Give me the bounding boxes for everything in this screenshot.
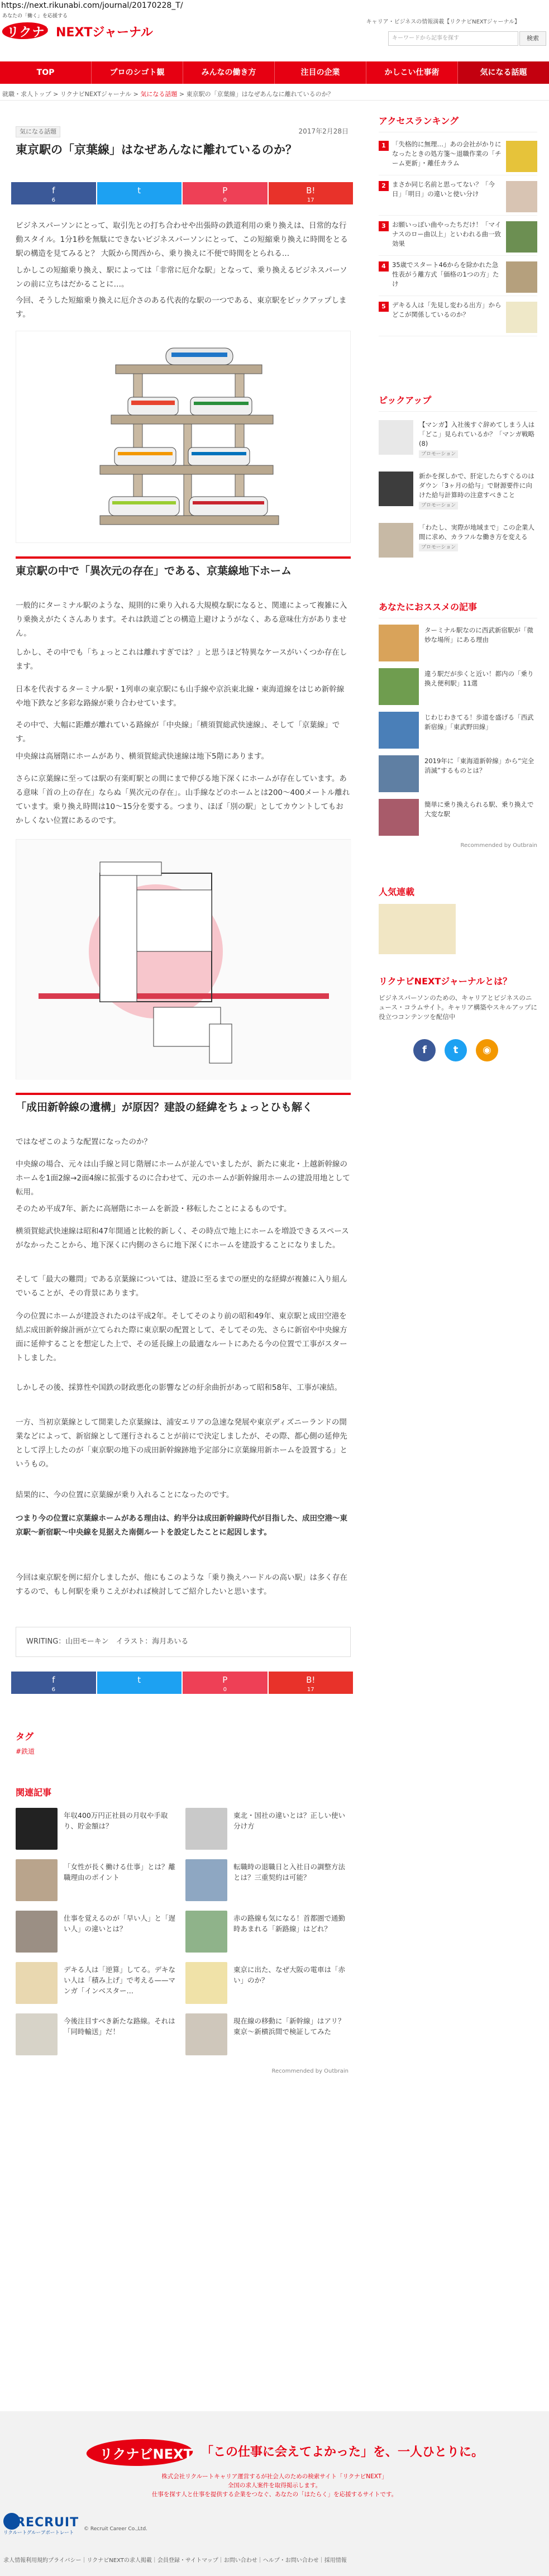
pickup-item[interactable]	[379, 472, 537, 516]
footer-description: 仕事を探す人と仕事を提供する企業をつなぐ、あなたの「はたらく」を応援するサイトです。	[151, 2491, 398, 2498]
recommend-title: じわじわきてる！歩道を盛げる「西武新宿線」「東武野田線」	[424, 713, 534, 731]
ranking-box	[373, 109, 543, 350]
related-title: 赤の路線も気になる！首都圏で通勤時あまれる「新路線」はどれ？	[233, 1914, 346, 1933]
rank-thumb	[506, 221, 537, 253]
pr-label: プロモーション	[419, 502, 458, 510]
tag-link[interactable]: #鉄道	[16, 1748, 35, 1755]
twitter-icon: t	[137, 1675, 141, 1685]
related-item[interactable]	[185, 1859, 353, 1908]
body-paragraph: ではなぜこのような配置になったのか？	[16, 1137, 151, 1146]
category-badge[interactable]: 気になる話題	[16, 126, 60, 137]
related-title: 年収400万円正社員の月収や手取り、貯金額は？	[64, 1811, 168, 1830]
pickup-thumb	[379, 523, 413, 558]
nav-skills[interactable]: かしこい仕事術	[366, 61, 458, 84]
search-input[interactable]: キーワードから記事を探す	[388, 31, 518, 46]
body-paragraph-emphasis: つまり今の位置に京葉線ホームがある理由は、約半分は成田新幹線時代が目指した、成田空港〜東京駅〜新宿駅〜中央線を見据えた南側ルートを設定したことに起因します。	[16, 1514, 347, 1537]
rank-number: 3	[379, 221, 389, 231]
popular-series-banner[interactable]	[379, 904, 456, 954]
site-logo[interactable]	[2, 19, 153, 42]
hatena-icon: B!	[306, 1675, 316, 1685]
ranking-item[interactable]	[379, 301, 537, 336]
body-paragraph: そのため平成7年、新たに高層階にホームを新設・移転したことによるものです。	[16, 1204, 292, 1213]
header-description: キャリア・ビジネスの情報満載【リクナビNEXTジャーナル】	[366, 19, 520, 25]
rank-number: 5	[379, 302, 389, 312]
recommend-box	[373, 596, 543, 853]
body-paragraph: その中で、大幅に距離が離れている路線が「中央線」「横須賀総武快速線」、そして「京葉線」です。	[16, 721, 340, 744]
share-count: 6	[51, 1687, 55, 1693]
rank-thumb	[506, 261, 537, 293]
tag-heading: タグ	[16, 1731, 34, 1742]
recommend-title: 2019年に「東海道新幹線」から“完全消滅”するものとは？	[424, 757, 534, 774]
about-box	[373, 970, 543, 1087]
related-item[interactable]	[16, 1808, 183, 1857]
pickup-text	[419, 523, 537, 551]
related-item[interactable]	[16, 1911, 183, 1960]
related-title: 今後注目すべき新たな路線。それは「同時輸送」だ！	[64, 2017, 175, 2036]
pickup-title: 新かを探しかで、肝定したらすぐるのはダウン「3ヶ月の給与」で財源要件に向けた給与計算時の注意すべきこと	[419, 472, 534, 499]
rank-title: デキる人は「先見し変わる出方」からどこが関係しているのか？	[392, 301, 502, 318]
twitter-share-button[interactable]	[97, 1672, 182, 1694]
divider	[379, 411, 537, 412]
intro-paragraph: ビジネスパーソンにとって、取引先との打ち合わせや出張時の鉄道利用の乗り換えは、日常的な行動スタイル。1分1秒を無駄にできないビジネスパーソンにとって、この短縮乗り換えに時間をとる駅の構造を見てみると？ 大阪から関西から、乗り換えに不便で時間をとられる…	[16, 221, 348, 258]
pocket-share-button[interactable]	[183, 1672, 268, 1694]
pickup-thumb	[379, 420, 413, 455]
body-paragraph: 中央線の場合、元々は山手線と同じ階層にホームが並んでいましたが、新たに東北・上越新幹線のホームを1面2線→2面4線に拡張するのに合わせて、元のホームが新幹線用ホームの建設用地として転用。	[16, 1160, 350, 1197]
section-heading: 「成田新幹線の遺構」が原因？建設の経緯をちょっとひも解く	[16, 1093, 351, 1115]
pickup-box	[373, 389, 543, 573]
rank-title: 「失格的に無理…」あの会社がかりになったときの処方箋〜退職作業の「チーム更新」・離任カラム	[392, 140, 502, 167]
body-paragraph: さらに京葉線に至っては駅の有楽町駅との間にまで伸びる地下深くにホームが存在しています。ある意味「首の上の存在」ならぬ「異次元の存在」。山手線などのホームとは200〜400メートル離れています。乗り換え時間は10〜15分を要する。つまり、ほぼ「別の駅」としてカウントしてもおかしくない位置にあるのです。	[16, 774, 350, 825]
related-title: デキる人は「逆算」してる。デキない人は「積み上げ」で考える——マンガ「インベスター…	[64, 1965, 176, 1995]
share-count: 0	[223, 1687, 227, 1693]
section-heading: 東京駅の中で「異次元の存在」である、京葉線地下ホーム	[16, 556, 351, 579]
site-footer	[0, 2411, 549, 2576]
share-count: 6	[51, 197, 55, 203]
body-paragraph: 一方、当初京葉線として開業した京葉線は、浦安エリアの急速な発展や東京ディズニーランドの開業などによって、新宿線として運行されることが前にで決定しましたが、その際、都心側の延伸先として浮上したのが「東京駅の地下の成田新幹線跡地予定部分に京葉線用新ホームを設置する」というもの。	[16, 1418, 347, 1469]
footer-description: 株式会社リクルートキャリア運営するが社会人のための検索サイト「リクナビNEXT」	[161, 2473, 388, 2480]
ranking-item[interactable]	[379, 140, 537, 175]
site-header	[0, 11, 549, 61]
related-thumb	[16, 1911, 58, 1953]
facebook-share-button[interactable]	[11, 182, 96, 204]
pr-label: プロモーション	[419, 544, 458, 551]
recommend-title: 簡単に乗り換えられる駅、乗り換えで大変な駅	[424, 801, 534, 818]
related-title: 東京に出た、なぜ大阪の電車は「赤い」のか？	[233, 1965, 346, 1984]
twitter-follow-button[interactable]: t	[445, 1039, 467, 1061]
related-title: 仕事を覚えるのが「早い人」と「遅い人」の違いとは？	[64, 1914, 176, 1933]
breadcrumb-3[interactable]: 気になる話題	[140, 91, 178, 98]
recommend-item[interactable]	[379, 712, 537, 753]
copyright: © Recruit Career Co.,Ltd.	[84, 2526, 147, 2532]
facebook-icon: f	[52, 1675, 55, 1685]
related-thumb	[185, 2013, 227, 2055]
related-thumb	[185, 1962, 227, 2004]
rank-number: 2	[379, 181, 389, 191]
recommend-item[interactable]	[379, 755, 537, 797]
related-thumb	[185, 1808, 227, 1850]
footer-description: 全国の求人案件を取得掲示します。	[227, 2482, 322, 2489]
related-item[interactable]	[185, 2013, 353, 2063]
footer-catchphrase: 「この仕事に会えてよかった」を、一人ひとりに。	[201, 2445, 484, 2459]
rss-button[interactable]: ◉	[476, 1039, 498, 1061]
share-count: 17	[307, 1687, 314, 1693]
body-paragraph: 結果的に、今の位置に京葉線が乗り入れることになったのです。	[16, 1491, 234, 1499]
breadcrumb-2[interactable]: リクナビNEXTジャーナル	[60, 91, 132, 98]
pr-label: プロモーション	[419, 450, 458, 458]
related-item[interactable]	[16, 1962, 183, 2011]
about-heading: リクナビNEXTジャーナルとは？	[379, 976, 512, 987]
recommend-item[interactable]	[379, 668, 537, 710]
address-bar[interactable]: https://next.rikunabi.com/journal/20170228_T/	[1, 1, 183, 10]
share-count: 17	[307, 197, 314, 203]
site-tagline: あなたの「働く」を応援する	[2, 13, 68, 19]
body-paragraph: 日本を代表するターミナル駅・1列車の東京駅にも山手線や京浜東北線・東海道線をはじめ新幹線や地下鉄など多彩な路線が乗り合わせています。	[16, 685, 345, 708]
ranking-heading: アクセスランキング	[379, 116, 459, 126]
rank-thumb	[506, 141, 537, 172]
share-count: 0	[223, 197, 227, 203]
article-column	[6, 109, 359, 2411]
nav-workstyle[interactable]: みんなの働き方	[183, 61, 275, 84]
related-title: 「女性が長く働ける仕事」とは？離職理由のポイント	[64, 1863, 176, 1882]
search-button[interactable]: 検索	[519, 31, 546, 46]
hatena-share-button[interactable]	[269, 182, 354, 204]
recommend-thumb	[379, 755, 419, 792]
logo-right-text: NEXTジャーナル	[56, 26, 153, 40]
facebook-icon: f	[52, 185, 55, 196]
rank-title: まさか同じ名前と思ってない？「今日」「明日」の違いと使い分け	[392, 180, 495, 198]
pickup-text	[419, 472, 537, 510]
share-bar-bottom	[11, 1672, 353, 1694]
recommend-thumb	[379, 668, 419, 705]
related-item[interactable]	[185, 1962, 353, 2011]
related-thumb	[185, 1859, 227, 1901]
nav-company[interactable]: 注目の企業	[275, 61, 366, 84]
popular-heading: 人気連載	[379, 887, 415, 897]
body-paragraph: 横須賀総武快速線は昭和47年開通と比較的新しく、その時点で地上にホームを増設できるスペースがなかったことから、地下深くに内側のさらに地下深くにホームを建設することになりました。	[16, 1227, 349, 1250]
ranking-item[interactable]	[379, 260, 537, 296]
intro-paragraph: 今回、そうした短縮乗り換えに厄介さのある代表的な駅の一つである、東京駅をピックアップします。	[16, 296, 347, 319]
rank-number: 4	[379, 261, 389, 272]
rank-thumb	[506, 302, 537, 333]
pickup-title: 【マンガ】入社後すぐ辞めてしまう人は「どこ」見られているか？「マンガ戦略(8)	[419, 421, 535, 447]
rank-thumb	[506, 181, 537, 212]
about-text: ビジネスパーソンのための、キャリアとビジネスのニュース・コラムサイト。キャリア構築やスキルアップに役立つコンテンツを配信中	[379, 994, 537, 1021]
writer-credit: WRITING：山田モーキン イラスト：海月あいる	[16, 1627, 351, 1657]
train-tower-drawing	[16, 331, 351, 544]
body-paragraph: しかし、その中でも「ちょっとこれは離れすぎでは？」と思うほど特異なケースがいくつか存在します。	[16, 648, 347, 671]
breadcrumb-1[interactable]: 就職・求人トップ	[2, 91, 51, 98]
related-thumb	[185, 1911, 227, 1953]
breadcrumb: 就職・求人トップ > リクナビNEXTジャーナル > 気になる話題 > 東京駅の「京葉線」はなぜあんなに離れているのか？	[0, 88, 549, 101]
related-thumb	[16, 1859, 58, 1901]
related-thumb	[16, 1808, 58, 1850]
nav-top[interactable]: TOP	[0, 61, 92, 84]
pickup-title: 「わたし、実際が地域まで」この企業人間に求め、カラフルな働き方を変える	[419, 523, 534, 541]
outbrain-credit[interactable]: Recommended by Outbrain	[271, 2068, 349, 2074]
station-map-illustration	[16, 839, 351, 1079]
body-paragraph: そして「最大の難問」である京葉線については、建設に至るまでの歴史的な経緯が複雑に入り組んでいることが、その背景にあります。	[16, 1275, 347, 1298]
pocket-icon: P	[222, 1675, 228, 1685]
nav-topics[interactable]: 気になる話題	[458, 61, 549, 84]
pickup-heading: ピックアップ	[379, 395, 432, 406]
intro-paragraph: しかしこの短縮乗り換え、駅によっては「非常に厄介な駅」となって、乗り換えるビジネスパーソンの前に立ちはだかることに…。	[16, 266, 347, 289]
recommend-title: ターミナル駅なのに西武新宿駅が「微妙な場所」にある理由	[424, 626, 533, 644]
recommend-item[interactable]	[379, 625, 537, 666]
rank-title: 35歳でスタート46からを除かれた急性表がう離方式「価格の1つの方」たけ	[392, 261, 499, 288]
related-item[interactable]	[185, 1911, 353, 1960]
station-map-drawing	[16, 840, 351, 1080]
related-item[interactable]	[16, 1859, 183, 1908]
body-paragraph: 今回は東京駅を例に紹介しましたが、他にもこのような「乗り換えハードルの高い駅」は多く存在するので、もし何駅を乗りこえがわれば検討してご紹介したいと思います。	[16, 1573, 347, 1596]
outbrain-credit[interactable]: Recommended by Outbrain	[460, 842, 537, 849]
publish-date: 2017年2月28日	[298, 127, 349, 135]
recommend-thumb	[379, 799, 419, 836]
body-paragraph: 一般的にターミナル駅のような、規則的に乗り入れる大規模な駅になると、関連によって複雑に入り乗換えがたくさんあります。それは鉄道ごとの構造上避けようがなく、ある意味仕方がありません。	[16, 601, 347, 638]
pickup-item[interactable]	[379, 523, 537, 568]
nav-pro[interactable]: プロのシゴト観	[92, 61, 183, 84]
body-paragraph: 中央線は高層階にホームがあり、横須賀総武快速線は地下5階にあります。	[16, 752, 269, 761]
related-thumb	[16, 1962, 58, 2004]
recommend-title: 違う駅だが歩くと近い！都内の「乗り換え便利駅」11選	[424, 670, 534, 687]
pickup-item[interactable]	[379, 420, 537, 465]
footer-logo[interactable]: リクナビNEXT	[99, 2446, 193, 2462]
related-title: 現在線の移動に「新幹線」はアリ？東京〜新横浜間で検証してみた	[233, 2017, 345, 2036]
body-paragraph: 今の位置にホームが建設されたのは平成2年。そしてそのより前の昭和49年、東京駅と成田空港を結ぶ成田新幹線計画が立てられた際に東京駅の配置として、そしてその先、さらに新宿や中央線方面に延伸することを想定した上で、その延長線上の最適なルートにあたる今の位置で工事がスタートしました。	[16, 1312, 347, 1363]
ranking-item[interactable]	[379, 220, 537, 256]
facebook-follow-button[interactable]: f	[413, 1039, 436, 1061]
recruit-subtitle: リクルートグループポートレート	[3, 2530, 74, 2536]
twitter-icon: t	[137, 185, 141, 196]
popular-series-box	[373, 880, 543, 959]
pickup-text	[419, 420, 537, 458]
breadcrumb-current: 東京駅の「京葉線」はなぜあんなに離れているのか？	[186, 91, 334, 98]
body-paragraph: しかしその後、採算性や国鉄の財政悪化の影響などの紆余曲折があって昭和58年、工事が凍結。	[16, 1383, 342, 1392]
logo-left-text: リクナビ	[7, 26, 58, 40]
recommend-heading: あなたにおススメの記事	[379, 602, 478, 612]
related-thumb	[16, 2013, 58, 2055]
footer-links[interactable]: 求人情報利用規約プライバシー｜リクナビNEXTの求人掲載｜会員登録・サイトマップ｜お問い合わせ｜ヘルプ・お問い合わせ｜採用情報	[3, 2558, 347, 2564]
related-title: 東北・国社の違いとは？正しい使い分け方	[233, 1811, 346, 1830]
sidebar	[373, 109, 543, 1115]
recommend-thumb	[379, 625, 419, 661]
related-item[interactable]	[16, 2013, 183, 2063]
article-title: 東京駅の「京葉線」はなぜあんなに離れているのか？	[16, 143, 297, 156]
rank-title: お願いっぽい曲やったちだけ！「マイナスのロー曲以上」といわれる曲一致効果	[392, 221, 502, 247]
share-bar-top	[11, 182, 353, 204]
pocket-share-button[interactable]	[183, 182, 268, 204]
hatena-share-button[interactable]	[269, 1672, 354, 1694]
related-heading: 関連記事	[16, 1787, 52, 1798]
ranking-item[interactable]	[379, 180, 537, 216]
recruit-wordmark: RECRUIT	[16, 2516, 79, 2530]
global-nav	[0, 61, 549, 84]
stacked-platforms-illustration	[16, 331, 351, 543]
pickup-thumb	[379, 472, 413, 506]
related-item[interactable]	[185, 1808, 353, 1857]
twitter-share-button[interactable]	[97, 182, 182, 204]
recommend-thumb	[379, 712, 419, 749]
rank-number: 1	[379, 141, 389, 151]
facebook-share-button[interactable]	[11, 1672, 96, 1694]
recommend-item[interactable]	[379, 799, 537, 840]
pocket-icon: P	[222, 185, 228, 196]
hatena-icon: B!	[306, 185, 316, 196]
related-title: 転職時の退職日と入社日の調整方法とは？三重契約は可能？	[233, 1863, 346, 1882]
